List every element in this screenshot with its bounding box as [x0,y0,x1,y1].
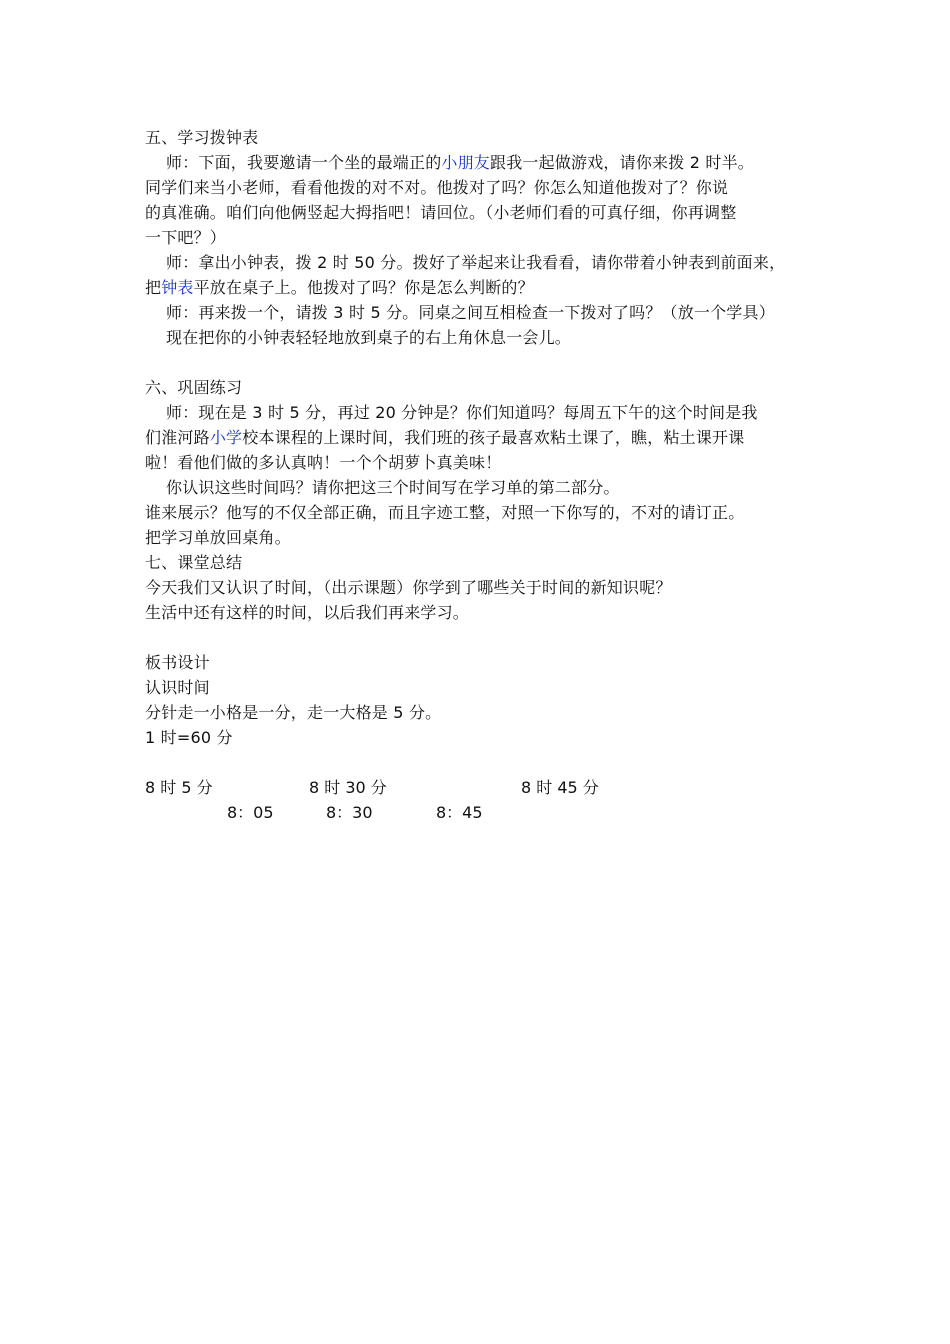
section-5-heading: 五、学习拨钟表 [145,128,259,147]
link-xiaoxue[interactable]: 小学 [209,428,243,447]
section-6-paragraph-1-line-2 [145,425,825,450]
board-times [145,775,825,825]
time-chinese-2: 8 时 30 分 [309,778,387,797]
link-zhongbiao[interactable]: 钟表 [161,278,194,297]
time-digital-3: 8：45 [436,803,483,822]
text: 们淮河路 [145,428,210,447]
spacer [145,350,825,375]
section-6-heading: 六、巩固练习 [145,378,243,397]
time-digital-1: 8：05 [227,803,274,822]
board-title: 认识时间 [145,678,210,697]
section-5-paragraph-2-line-2 [145,275,825,300]
time-chinese-1: 8 时 5 分 [145,778,213,797]
spacer [145,625,825,650]
board-rule-hour: 1 时=60 分 [145,728,233,747]
text: 平放在桌子上。他拨对了吗？你是怎么判断的？ [193,278,534,297]
text: 师：下面，我要邀请一个坐的最端正的 [166,153,442,172]
section-5-paragraph-1-line-4: 一下吧？） [145,228,227,247]
section-7-heading: 七、课堂总结 [145,553,243,572]
section-5-paragraph-1-line-3: 的真准确。咱们向他俩竖起大拇指吧！请回位。（小老师们看的可真仔细，你再调整 [145,203,737,222]
section-6-paragraph-1-line-3: 啦！看他们做的多认真呐！一个个胡萝卜真美味！ [145,453,502,472]
section-5-paragraph-3: 师：再来拨一个，请拨 3 时 5 分。同桌之间互相检查一下拨对了吗？（放一个学具） [166,303,775,322]
section-7-paragraph-2: 生活中还有这样的时间，以后我们再来学习。 [145,603,470,622]
board-design-heading: 板书设计 [145,653,210,672]
time-digital-2: 8：30 [326,803,373,822]
section-6-paragraph-2: 你认识这些时间吗？请你把这三个时间写在学习单的第二部分。 [166,478,620,497]
text: 把 [145,278,162,297]
section-6-paragraph-3: 谁来展示？他写的不仅全部正确，而且字迹工整，对照一下你写的，不对的请订正。 [145,503,745,522]
section-6-paragraph-1-line-1: 师：现在是 3 时 5 分，再过 20 分钟是？你们知道吗？每周五下午的这个时间是我 [166,403,758,422]
section-7-paragraph-1: 今天我们又认识了时间，（出示课题）你学到了哪些关于时间的新知识呢？ [145,578,672,597]
section-5-paragraph-2-line-1: 师：拿出小钟表，拨 2 时 50 分。拨好了举起来让我看看，请你带着小钟表到前面来， [166,253,786,272]
text: 校本课程的上课时间，我们班的孩子最喜欢粘土课了，瞧，粘土课开课 [242,428,745,447]
spacer [145,750,825,775]
text: 跟我一起做游戏，请你来拨 2 时半。 [490,153,754,172]
section-5-paragraph-1-line-1 [145,150,825,175]
document-page [145,125,825,825]
link-xiaopengyou[interactable]: 小朋友 [441,153,491,172]
time-chinese-3: 8 时 45 分 [521,778,599,797]
board-rule-minute: 分针走一小格是一分，走一大格是 5 分。 [145,703,442,722]
section-6-paragraph-4: 把学习单放回桌角。 [145,528,291,547]
section-5-paragraph-4: 现在把你的小钟表轻轻地放到桌子的右上角休息一会儿。 [166,328,572,347]
section-5-paragraph-1-line-2: 同学们来当小老师，看看他拨的对不对。他拨对了吗？你怎么知道他拨对了？你说 [145,178,729,197]
